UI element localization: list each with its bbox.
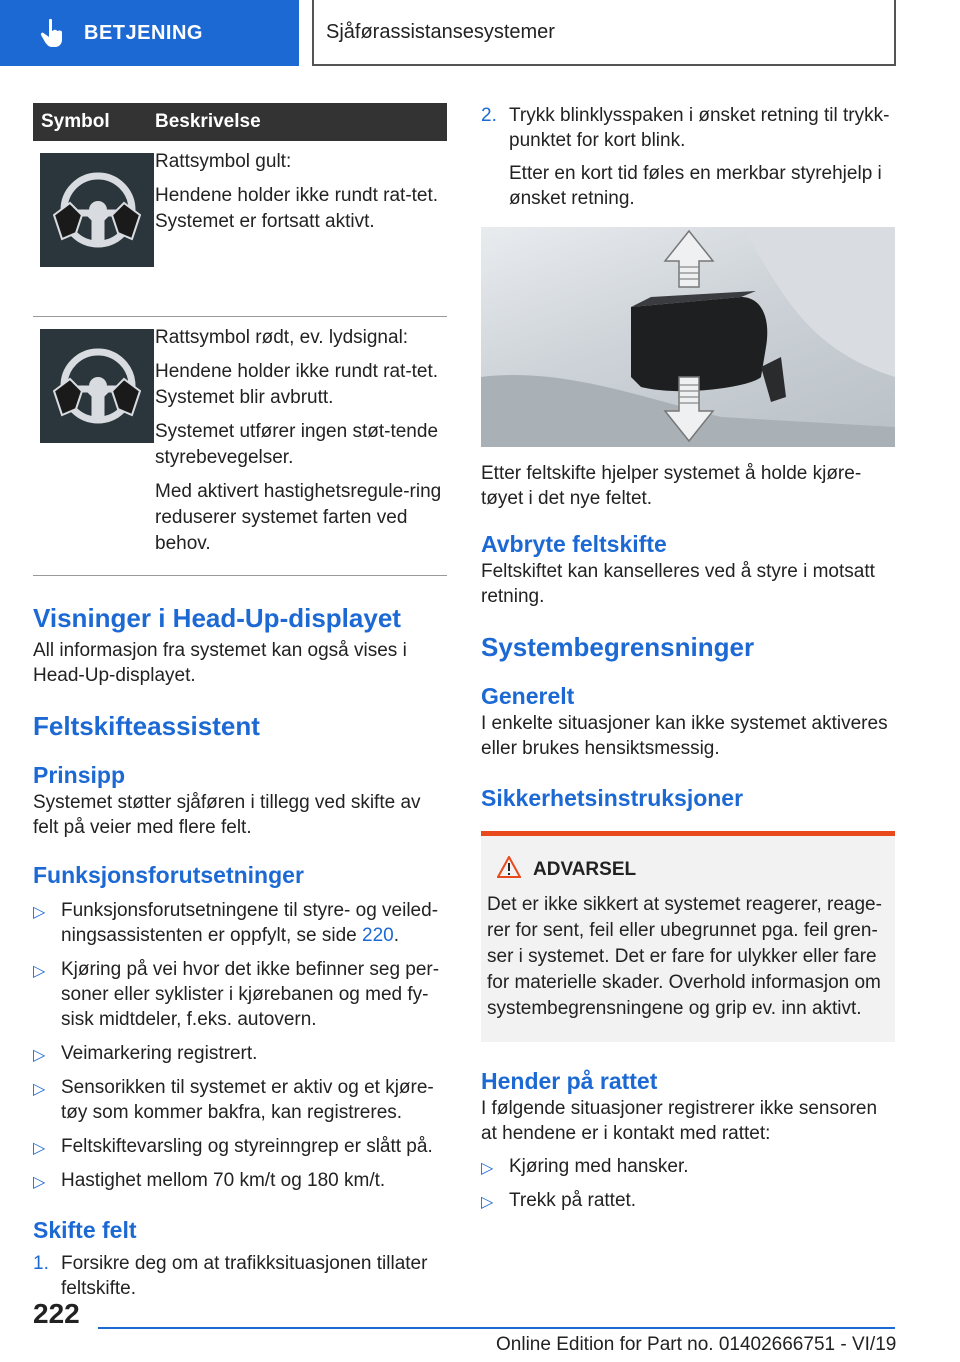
symbol-table [33,103,447,576]
warning-box [481,831,895,1042]
list-item: 2. Trykk blinklysspaken i ønsket retning til trykk-punktet for kort blink. Etter en kort tid føles en merkbar styrehjelp i ønsket retning. [481,103,895,211]
turn-signal-lever-image [481,227,895,447]
footer-divider [98,1327,895,1329]
triangle-bullet-icon: ▷ [33,1046,46,1064]
col-description-header: Beskrivelse [155,103,447,141]
safety-heading: Sikkerhetsinstruksjoner [481,785,744,811]
triangle-bullet-icon: ▷ [33,962,46,980]
row2-line1: Rattsymbol rødt, ev. lydsignal: [155,326,409,348]
list-item: ▷ Funksjonsforutsetningene til styre- og veiled-ningsassistenten er oppfylt, se side 220. [33,899,439,946]
list-item: ▷ Hastighet mellom 70 km/t og 180 km/t. [33,1168,447,1193]
principle-heading: Prinsipp [33,761,126,788]
chapter-title: Sjåførassistansesystemer [326,20,555,43]
section-title: BETJENING [84,21,203,44]
row1-line2: Hendene holder ikke rundt rat-tet. Systemet er fortsatt aktivt. [155,185,439,232]
list-item: ▷ Veimarkering registrert. [33,1041,447,1066]
step2-note: Etter en kort tid føles en merkbar styrehjelp i ønsket retning. [509,163,882,209]
hands-list [481,1154,895,1213]
triangle-bullet-icon: ▷ [33,903,46,921]
lane-assist-heading: Feltskifteassistent [33,710,260,741]
col-symbol-header: Symbol [33,103,155,141]
general-heading: Generelt [481,683,575,709]
hud-heading: Visninger i Head-Up-displayet [33,602,401,633]
table-header-row [33,103,447,141]
page-number: 222 [33,1298,80,1329]
hand-pointer-icon [40,18,66,48]
triangle-bullet-icon: ▷ [33,1080,46,1098]
triangle-bullet-icon: ▷ [33,1139,46,1157]
requirements-list [33,898,447,1193]
step-number: 2. [481,105,497,126]
abort-heading: Avbryte feltskifte [481,531,667,557]
warning-title: ADVARSEL [533,859,637,880]
row2-line3: Systemet utfører ingen støt-tende styrebevegelser. [155,420,439,468]
triangle-bullet-icon: ▷ [481,1194,494,1211]
after-lane-change-text: Etter feltskifte hjelper systemet å holde kjøre-tøyet i det nye feltet. [481,463,862,509]
table-row [33,316,447,575]
list-item: ▷ Trekk på rattet. [481,1188,895,1213]
list-item: ▷ Feltskiftevarsling og styreinngrep er slått på. [33,1134,447,1159]
warning-triangle-icon [497,856,521,884]
page-link[interactable]: 220 [362,924,394,946]
edition-text: Online Edition for Part no. 01402666751 - VI/19 [496,1334,897,1355]
row2-line4: Med aktivert hastighetsregule-ring reduserer systemet farten ved behov. [155,480,442,554]
page-header [0,0,960,66]
change-lane-heading: Skifte felt [33,1216,137,1243]
left-column [33,103,447,1301]
principle-text: Systemet støtter sjåføren i tillegg ved skifte av felt på veier med flere felt. [33,791,421,838]
warning-text: Det er ikke sikkert at systemet reagerer, reage-rer for sent, feil eller ubegrunnet pga. feil gren-ser i systemet. Det er fare for ulykker eller fare for materielle skader. Overhold informasjon om systembegrensningene og grip ev. inn aktivt. [487,894,882,1019]
hands-text: I følgende situasjoner registrerer ikke sensoren at hendene er i kontakt med rattet: [481,1098,878,1144]
list-item: ▷ Sensorikken til systemet er aktiv og et kjøre-tøy som kommer bakfra, kan registreres. [33,1076,434,1123]
steps-list [33,1251,447,1301]
step-number: 1. [33,1252,49,1274]
table-row [33,141,447,316]
section-tab [0,0,299,66]
list-item: ▷ Kjøring med hansker. [481,1154,895,1179]
steering-wheel-red-icon [40,329,154,443]
hud-text: All informasjon fra systemet kan også vises i Head-Up-displayet. [33,639,407,686]
row2-line2: Hendene holder ikke rundt rat-tet. Systemet blir avbrutt. [155,360,439,408]
list-item: 1. Forsikre deg om at trafikksituasjonen tillater feltskifte. [33,1252,428,1299]
general-text: I enkelte situasjoner kan ikke systemet aktiveres eller brukes hensiktsmessig. [481,713,888,759]
steps-list-continued [481,103,895,211]
list-item: ▷ Kjøring på vei hvor det ikke befinner seg per-soner eller syklister i kjørebanen og med fy-sisk midtdeler, f.eks. autovern. [33,958,440,1030]
right-column [481,103,895,1222]
triangle-bullet-icon: ▷ [33,1173,46,1191]
steering-wheel-yellow-icon [40,153,154,267]
limits-heading: Systembegrensninger [481,632,755,662]
triangle-bullet-icon: ▷ [481,1160,494,1177]
abort-text: Feltskiftet kan kanselleres ved å styre i motsatt retning. [481,561,875,607]
hands-heading: Hender på rattet [481,1068,658,1094]
chapter-tab [312,0,896,66]
requirements-heading: Funksjonsforutsetninger [33,861,304,888]
row1-line1: Rattsymbol gult: [155,151,292,172]
